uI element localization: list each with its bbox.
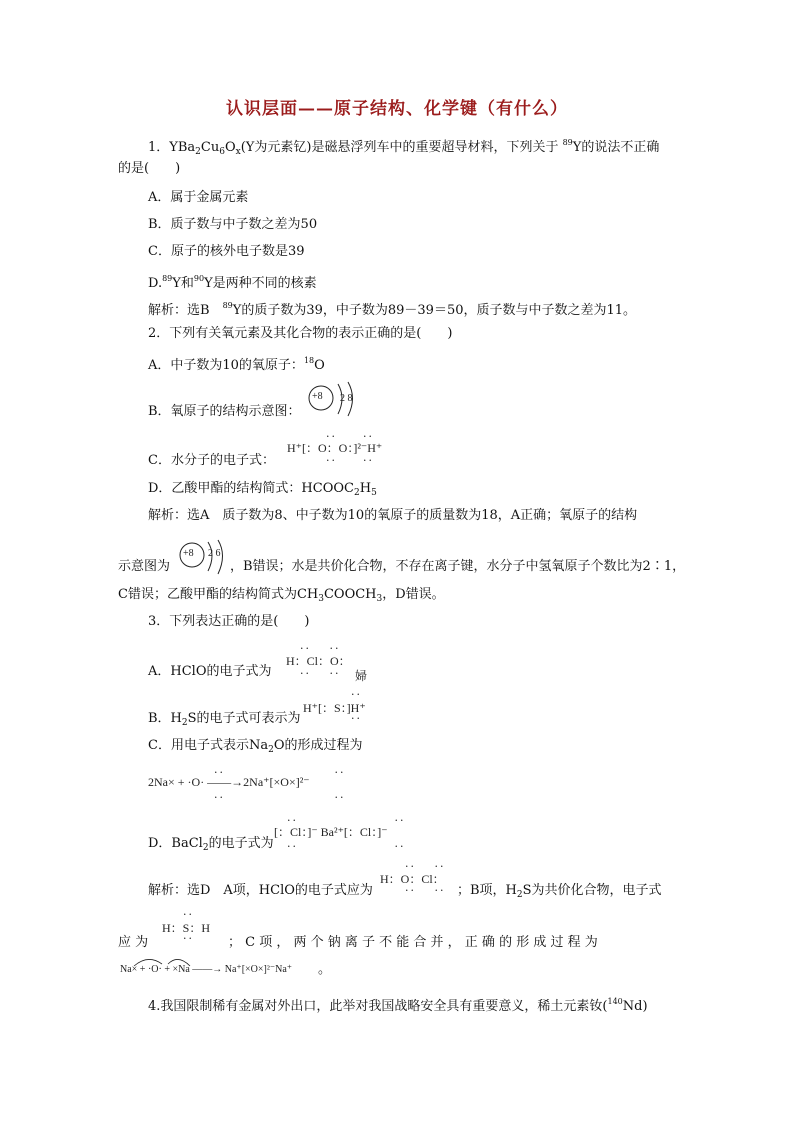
q1-option-d-part: D. (148, 276, 163, 291)
q3-option-b-part: B．H (148, 711, 182, 726)
q1-stem-line2: 的是( ) (118, 161, 181, 176)
q1-option-d-sup: 90 (193, 274, 205, 283)
q1-option-b: B．质子数与中子数之差为50 (148, 217, 318, 232)
electron-dots: ·· ·· (405, 860, 446, 873)
electron-dots: ·· (183, 908, 194, 921)
q3-option-c (148, 738, 362, 758)
q2-option-c: C．水分子的电子式： (148, 453, 275, 468)
q3-option-b (148, 711, 301, 731)
q2-stem: 2．下列有关氧元素及其化合物的表示正确的是( ) (148, 326, 453, 341)
q2-option-a-sup: 18 (303, 356, 315, 365)
q4-stem-part: 4.我国限制稀有金属对外出口，此举对我国战略安全具有重要意义，稀土元素钕( (148, 999, 608, 1014)
electron-dots: ·· ·· (326, 454, 374, 467)
q3-option-d (148, 836, 274, 856)
oxygen-nucleus-label: +8 (312, 391, 323, 402)
q1-option-d-sup: 89 (162, 274, 173, 283)
q3-analysis-h2s-formula: H：S：H (162, 921, 211, 935)
electron-dots: ·· ·· (405, 884, 446, 897)
q3-bacl2-formula: [：Cl：]⁻ Ba²⁺[：Cl：]⁻ (274, 825, 388, 839)
q3-option-b-sub: 2 (181, 718, 188, 728)
q2-analysis-sub: 3 (318, 594, 324, 604)
q2-option-d-sub: 5 (371, 488, 377, 498)
electron-dots: ·· ·· (214, 791, 346, 804)
q1-stem-sub: x (235, 147, 241, 157)
electron-dots: ·· (351, 688, 362, 701)
q3-analysis-hclo-formula: H：O：Cl： (380, 872, 445, 886)
electron-dots: ·· ·· (300, 642, 341, 655)
q3-analysis-line2-end: ； C 项 ， 两 个 钠 离 子 不 能 合 并 ， 正 确 的 形 成 过 程 为 (228, 935, 598, 950)
q2-analysis-part: ，D错误。 (382, 587, 445, 602)
q1-stem-part: O (224, 140, 236, 155)
oxygen-shell-electrons: 2 6 (208, 548, 221, 559)
q1-stem-part: Cu (200, 140, 220, 155)
q4-stem (148, 994, 648, 1015)
q1-analysis (148, 298, 636, 319)
q3-analysis-line3-end: 。 (318, 962, 332, 977)
q3-option-a: A．HClO的电子式为 (148, 664, 272, 679)
q2-analysis-part: COOCH (323, 587, 377, 602)
q2-option-b: B．氧原子的结构示意图： (148, 404, 301, 419)
q1-stem-sub: 6 (219, 147, 225, 157)
q1-stem-sub: 2 (195, 147, 201, 157)
electron-dots: ·· (351, 712, 362, 725)
electron-dots: ·· ·· (287, 840, 406, 853)
q3-option-c-part: C．用电子式表示Na (148, 738, 269, 753)
oxygen-atom-diagram-icon (176, 537, 234, 585)
q3-analysis-line1-start: 解析：选D A项，HClO的电子式应为 (148, 883, 373, 898)
electron-dots: ·· (183, 932, 194, 945)
electron-dots: ·· ·· (287, 814, 406, 827)
q3-option-d-part: 的电子式为 (208, 836, 274, 851)
q1-option-a: A．属于金属元素 (148, 190, 249, 205)
q1-stem (148, 135, 659, 160)
q2-water-formula: H⁺[：O：O：]²⁻H⁺ (287, 441, 383, 455)
electron-transfer-arrow-icon (128, 954, 198, 968)
q4-stem-sup: 140 (607, 997, 623, 1006)
q3-option-b-part: S的电子式可表示为 (187, 711, 301, 726)
q3-option-c-part: O的形成过程为 (273, 738, 363, 753)
q1-option-c: C．原子的核外电子数是39 (148, 244, 305, 259)
q1-stem-part: Y的说法不正确 (572, 140, 660, 155)
electron-dots: ·· ·· (214, 766, 346, 779)
q3-na2o-formation: 2Na× + ·O· ——→2Na⁺[×O×]²⁻ (148, 775, 310, 789)
page-title: 认识层面——原子结构、化学键（有什么） (226, 99, 568, 119)
q2-option-a (148, 353, 325, 374)
q3-analysis-line1-end (457, 883, 662, 903)
q2-analysis-part: C错误；乙酸甲酯的结构简式为CH (118, 587, 319, 602)
q2-option-d-part: D．乙酸甲酯的结构简式：HCOOC (148, 481, 354, 496)
oxygen-atom-diagram-icon (304, 378, 364, 428)
q3-hclo-formula: H：Cl：O： (286, 654, 351, 668)
q2-analysis-line3 (118, 587, 445, 607)
q3-analysis-part: S为共价化合物，电子式 (522, 883, 662, 898)
oxygen-shell-electrons: 2 8 (340, 393, 353, 404)
q2-option-a-part: O (314, 358, 325, 373)
q1-stem-part: 1．YBa (148, 140, 196, 155)
q2-option-d (148, 481, 377, 501)
q2-option-a-part: A．中子数为10的氧原子： (148, 358, 304, 373)
q2-option-d-part: H (359, 481, 372, 496)
q1-stem-part: (Y为元素钇)是磁悬浮列车中的重要超导材料，下列关于 (240, 140, 559, 155)
q3-analysis-part: ；B项，H (457, 883, 517, 898)
q2-option-d-sub: 2 (353, 488, 360, 498)
q2-analysis-line2-end: ，B错误；水是共价化合物，不存在离子键，水分子中氢氧原子个数比为2∶1， (230, 559, 686, 574)
q2-analysis-sub: 3 (376, 594, 383, 604)
q4-stem-part: Nd) (622, 999, 648, 1014)
q3-option-c-sub: 2 (268, 745, 274, 755)
q3-analysis-sub: 2 (516, 890, 523, 900)
q3-analysis-formation-formula: Na× + ·O· + ×Na ——→ Na⁺[×O×]²⁻Na⁺ (120, 964, 293, 975)
q3-stem: 3．下列表达正确的是( ) (148, 614, 310, 629)
q1-option-d-part: Y和 (172, 276, 194, 291)
q3-option-d-sub: 2 (202, 843, 209, 853)
q3-option-d-part: D．BaCl (148, 836, 203, 851)
q1-option-d (148, 271, 317, 292)
q1-stem-sup: 89 (562, 138, 573, 147)
oxygen-nucleus-label: +8 (183, 548, 194, 559)
electron-dots: ·· ·· (326, 430, 374, 443)
q3-h2s-formula: H⁺[：S：]H⁺ (303, 701, 366, 715)
q3-stray-char: 婦 (355, 669, 368, 683)
q3-analysis-line2-start: 应 为 (118, 935, 149, 950)
q2-analysis-line1: 解析：选A 质子数为8、中子数为10的氧原子的质量数为18，A正确；氧原子的结构 (148, 508, 638, 523)
q2-analysis-line2-start: 示意图为 (118, 559, 171, 574)
q1-option-d-part: Y是两种不同的核素 (204, 276, 317, 291)
electron-dots: ·· ·· (300, 667, 341, 680)
q1-analysis-part: 解析：选B (148, 303, 223, 318)
q1-analysis-sup: 89 (222, 301, 233, 310)
q1-analysis-part: Y的质子数为39，中子数为89－39＝50，质子数与中子数之差为11。 (232, 303, 637, 318)
